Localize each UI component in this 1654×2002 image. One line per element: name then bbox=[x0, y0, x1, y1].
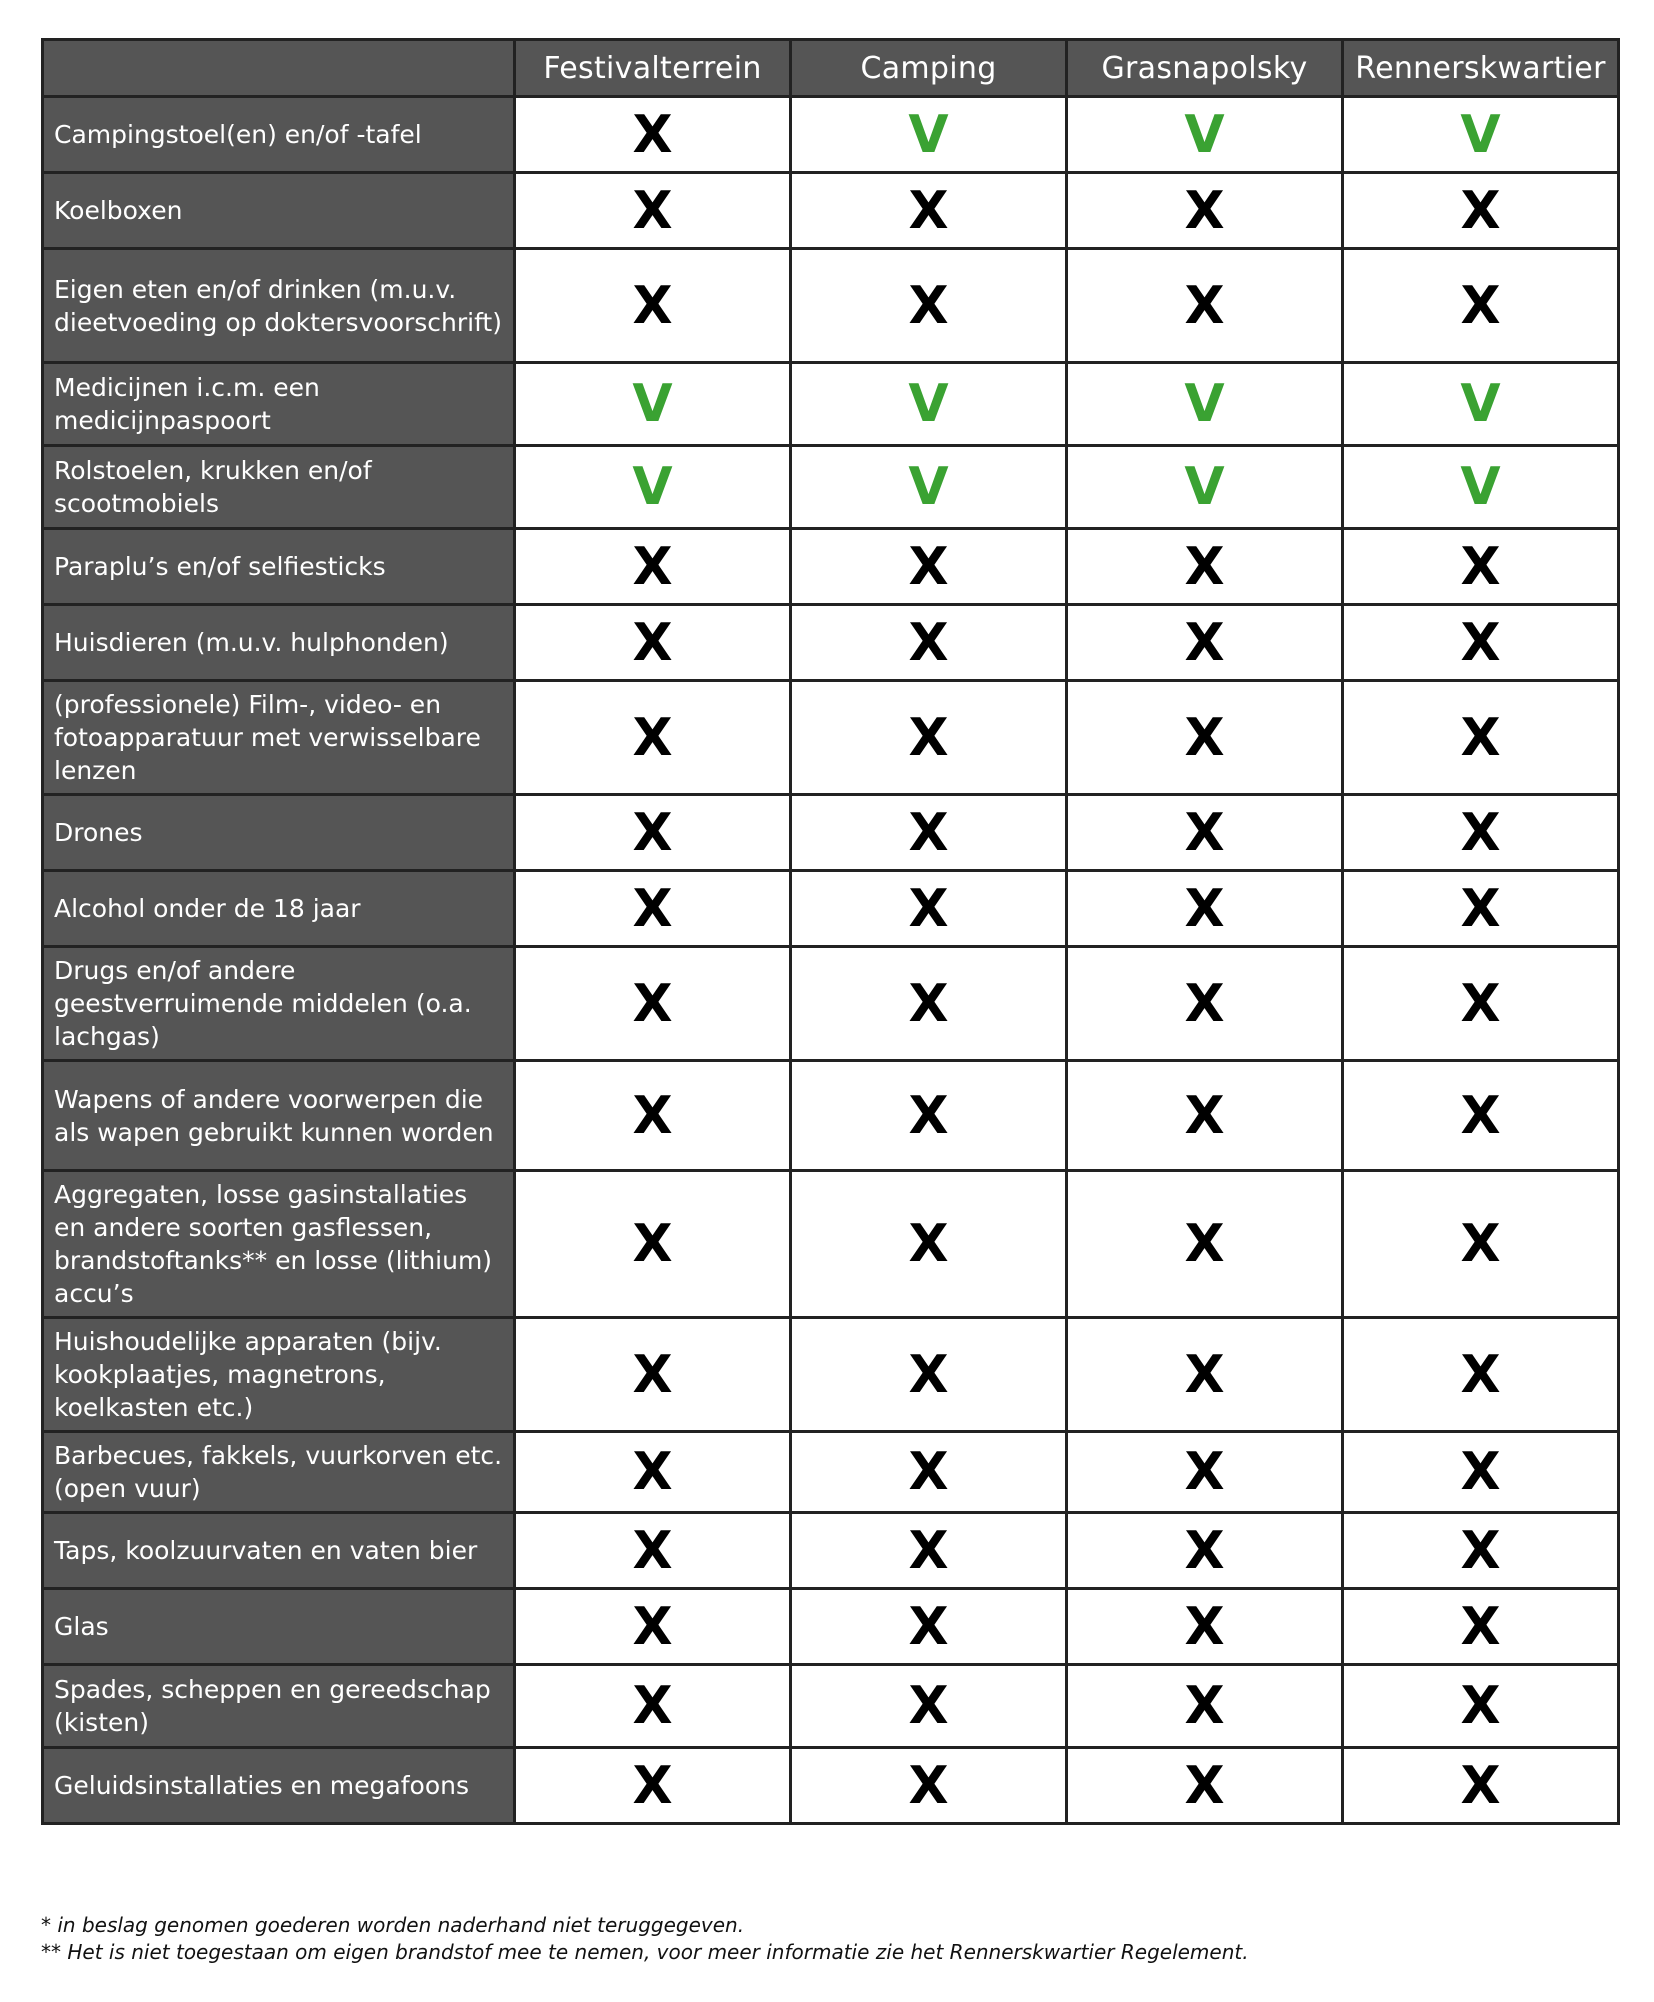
not-allowed-mark: X bbox=[515, 1171, 791, 1318]
table-header-corner bbox=[43, 40, 515, 97]
not-allowed-mark: X bbox=[1067, 681, 1343, 795]
footnotes bbox=[41, 1912, 1601, 1966]
table-row bbox=[43, 1432, 1619, 1513]
not-allowed-mark: X bbox=[1067, 1318, 1343, 1432]
allowed-mark: V bbox=[515, 363, 791, 446]
not-allowed-mark: X bbox=[515, 947, 791, 1061]
row-label: Aggregaten, losse gasinstallaties en andere soorten gasflessen, brandstoftanks** en losse (lithium) accu’s bbox=[43, 1171, 515, 1318]
table-row bbox=[43, 249, 1619, 363]
not-allowed-mark: X bbox=[1067, 605, 1343, 681]
row-label: Wapens of andere voorwerpen die als wapen gebruikt kunnen worden bbox=[43, 1061, 515, 1171]
allowed-mark: V bbox=[791, 97, 1067, 173]
allowed-mark: V bbox=[1067, 97, 1343, 173]
allowed-mark: V bbox=[791, 446, 1067, 529]
column-header-festivalterrein: Festivalterrein bbox=[515, 40, 791, 97]
table-row bbox=[43, 1061, 1619, 1171]
table-row bbox=[43, 97, 1619, 173]
allowed-mark: V bbox=[515, 446, 791, 529]
column-header-grasnapolsky: Grasnapolsky bbox=[1067, 40, 1343, 97]
allowed-mark: V bbox=[1343, 97, 1619, 173]
row-label: Drones bbox=[43, 795, 515, 871]
not-allowed-mark: X bbox=[791, 249, 1067, 363]
not-allowed-mark: X bbox=[515, 1665, 791, 1748]
row-label: Paraplu’s en/of selfiesticks bbox=[43, 529, 515, 605]
row-label: Huishoudelijke apparaten (bijv. kookplaatjes, magnetrons, koelkasten etc.) bbox=[43, 1318, 515, 1432]
not-allowed-mark: X bbox=[1343, 681, 1619, 795]
not-allowed-mark: X bbox=[515, 97, 791, 173]
not-allowed-mark: X bbox=[515, 1432, 791, 1513]
table-row bbox=[43, 605, 1619, 681]
allowed-mark: V bbox=[791, 363, 1067, 446]
not-allowed-mark: X bbox=[515, 529, 791, 605]
table-row bbox=[43, 173, 1619, 249]
row-label: Campingstoel(en) en/of -tafel bbox=[43, 97, 515, 173]
table-body bbox=[43, 97, 1619, 1824]
row-label: Koelboxen bbox=[43, 173, 515, 249]
row-label: Drugs en/of andere geestverruimende middelen (o.a. lachgas) bbox=[43, 947, 515, 1061]
not-allowed-mark: X bbox=[1343, 1665, 1619, 1748]
not-allowed-mark: X bbox=[791, 529, 1067, 605]
not-allowed-mark: X bbox=[1343, 871, 1619, 947]
not-allowed-mark: X bbox=[1343, 1589, 1619, 1665]
rules-table-container bbox=[41, 38, 1617, 1825]
not-allowed-mark: X bbox=[791, 947, 1067, 1061]
not-allowed-mark: X bbox=[1343, 1748, 1619, 1824]
table-row bbox=[43, 1318, 1619, 1432]
table-row bbox=[43, 529, 1619, 605]
not-allowed-mark: X bbox=[515, 249, 791, 363]
not-allowed-mark: X bbox=[1343, 795, 1619, 871]
not-allowed-mark: X bbox=[1343, 1171, 1619, 1318]
footnote-fuel: ** Het is niet toegestaan om eigen brandstof mee te nemen, voor meer informatie zie het Rennerskwartier Regelement. bbox=[41, 1940, 1249, 1964]
row-label: Rolstoelen, krukken en/of scootmobiels bbox=[43, 446, 515, 529]
row-label: Huisdieren (m.u.v. hulphonden) bbox=[43, 605, 515, 681]
not-allowed-mark: X bbox=[1067, 529, 1343, 605]
not-allowed-mark: X bbox=[1343, 947, 1619, 1061]
not-allowed-mark: X bbox=[1067, 1748, 1343, 1824]
not-allowed-mark: X bbox=[515, 681, 791, 795]
row-label: Glas bbox=[43, 1589, 515, 1665]
row-label: Barbecues, fakkels, vuurkorven etc. (open vuur) bbox=[43, 1432, 515, 1513]
column-header-camping: Camping bbox=[791, 40, 1067, 97]
not-allowed-mark: X bbox=[1343, 529, 1619, 605]
table-row bbox=[43, 446, 1619, 529]
row-label: Medicijnen i.c.m. een medicijnpaspoort bbox=[43, 363, 515, 446]
row-label: Spades, scheppen en gereedschap (kisten) bbox=[43, 1665, 515, 1748]
not-allowed-mark: X bbox=[1067, 1171, 1343, 1318]
not-allowed-mark: X bbox=[1067, 173, 1343, 249]
not-allowed-mark: X bbox=[1343, 605, 1619, 681]
row-label: (professionele) Film-, video- en fotoapparatuur met verwisselbare lenzen bbox=[43, 681, 515, 795]
not-allowed-mark: X bbox=[791, 795, 1067, 871]
table-header-row bbox=[43, 40, 1619, 97]
not-allowed-mark: X bbox=[791, 605, 1067, 681]
not-allowed-mark: X bbox=[515, 1589, 791, 1665]
not-allowed-mark: X bbox=[1343, 1318, 1619, 1432]
not-allowed-mark: X bbox=[791, 1171, 1067, 1318]
table-row bbox=[43, 1589, 1619, 1665]
not-allowed-mark: X bbox=[1343, 1061, 1619, 1171]
not-allowed-mark: X bbox=[515, 1318, 791, 1432]
not-allowed-mark: X bbox=[1067, 1665, 1343, 1748]
table-row bbox=[43, 1171, 1619, 1318]
allowed-mark: V bbox=[1067, 446, 1343, 529]
not-allowed-mark: X bbox=[515, 795, 791, 871]
not-allowed-mark: X bbox=[515, 1061, 791, 1171]
not-allowed-mark: X bbox=[1067, 947, 1343, 1061]
not-allowed-mark: X bbox=[1067, 1432, 1343, 1513]
table-row bbox=[43, 1665, 1619, 1748]
not-allowed-mark: X bbox=[1343, 173, 1619, 249]
not-allowed-mark: X bbox=[791, 1748, 1067, 1824]
not-allowed-mark: X bbox=[515, 871, 791, 947]
not-allowed-mark: X bbox=[791, 1432, 1067, 1513]
not-allowed-mark: X bbox=[791, 681, 1067, 795]
not-allowed-mark: X bbox=[515, 1748, 791, 1824]
not-allowed-mark: X bbox=[1067, 1513, 1343, 1589]
table-row bbox=[43, 871, 1619, 947]
table-row bbox=[43, 363, 1619, 446]
allowed-mark: V bbox=[1343, 363, 1619, 446]
not-allowed-mark: X bbox=[1067, 795, 1343, 871]
not-allowed-mark: X bbox=[1343, 249, 1619, 363]
table-row bbox=[43, 1748, 1619, 1824]
table-row bbox=[43, 1513, 1619, 1589]
not-allowed-mark: X bbox=[515, 605, 791, 681]
allowed-mark: V bbox=[1343, 446, 1619, 529]
not-allowed-mark: X bbox=[791, 1665, 1067, 1748]
not-allowed-mark: X bbox=[791, 1513, 1067, 1589]
not-allowed-mark: X bbox=[1343, 1513, 1619, 1589]
not-allowed-mark: X bbox=[1067, 1589, 1343, 1665]
not-allowed-mark: X bbox=[791, 1061, 1067, 1171]
not-allowed-mark: X bbox=[791, 871, 1067, 947]
row-label: Taps, koolzuurvaten en vaten bier bbox=[43, 1513, 515, 1589]
table-row bbox=[43, 795, 1619, 871]
footnote-confiscated: * in beslag genomen goederen worden naderhand niet teruggegeven. bbox=[41, 1913, 745, 1937]
not-allowed-mark: X bbox=[791, 173, 1067, 249]
not-allowed-mark: X bbox=[1067, 249, 1343, 363]
not-allowed-mark: X bbox=[1067, 871, 1343, 947]
not-allowed-mark: X bbox=[1067, 1061, 1343, 1171]
row-label: Eigen eten en/of drinken (m.u.v. dieetvoeding op doktersvoorschrift) bbox=[43, 249, 515, 363]
row-label: Geluidsinstallaties en megafoons bbox=[43, 1748, 515, 1824]
not-allowed-mark: X bbox=[791, 1318, 1067, 1432]
table-row bbox=[43, 947, 1619, 1061]
column-header-rennerskwartier: Rennerskwartier bbox=[1343, 40, 1619, 97]
row-label: Alcohol onder de 18 jaar bbox=[43, 871, 515, 947]
allowed-mark: V bbox=[1067, 363, 1343, 446]
allowed-items-table bbox=[41, 38, 1620, 1825]
table-row bbox=[43, 681, 1619, 795]
not-allowed-mark: X bbox=[791, 1589, 1067, 1665]
not-allowed-mark: X bbox=[515, 173, 791, 249]
not-allowed-mark: X bbox=[515, 1513, 791, 1589]
not-allowed-mark: X bbox=[1343, 1432, 1619, 1513]
